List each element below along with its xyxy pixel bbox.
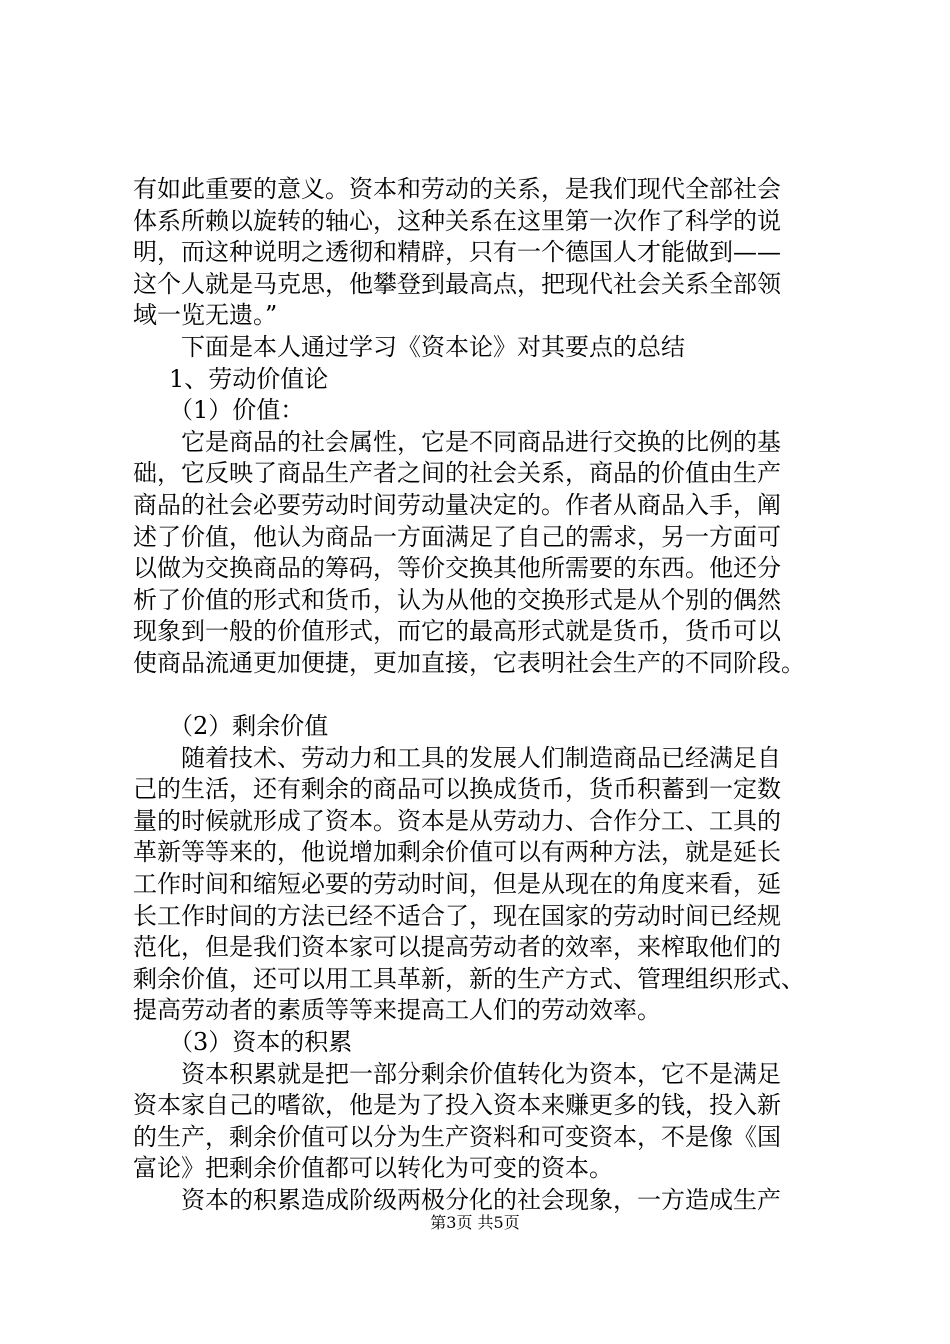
text-line: 述了价值，他认为商品一方面满足了自己的需求，另一方面可 — [133, 522, 781, 551]
subheading-surplus-value — [133, 711, 843, 743]
text-line: 有如此重要的意义。资本和劳动的关系，是我们现代全部社会 — [133, 175, 781, 203]
text-line: 下面是本人通过学习《资本论》对其要点的总结 — [181, 332, 685, 361]
text-line: 长工作时间的方法已经不适合了，现在国家的劳动时间已经规 — [133, 901, 781, 930]
text-line: 工作时间和缩短必要的劳动时间，但是从现在的角度来看，延 — [133, 870, 781, 899]
text-line: 的生产，剩余价值可以分为生产资料和可变资本，不是像《国 — [133, 1122, 781, 1151]
subheading: （1）价值： — [169, 396, 305, 425]
text-line: 商品的社会必要劳动时间劳动量决定的。作者从商品入手，阐 — [133, 490, 781, 519]
text-line: 提高劳动者的素质等等来提高工人们的劳动效率。 — [133, 996, 661, 1025]
text-line: 剩余价值，还可以用工具革新，新的生产方式、管理组织形式、 — [133, 964, 805, 993]
text-line: 础，它反映了商品生产者之间的社会关系，商品的价值由生产 — [133, 459, 781, 488]
text-line: 析了价值的形式和货币，认为从他的交换形式是从个别的偶然 — [133, 585, 781, 614]
text-line: 范化，但是我们资本家可以提高劳动者的效率，来榨取他们的 — [133, 933, 781, 962]
text-line: 己的生活，还有剩余的商品可以换成货币，货币积蓄到一定数 — [133, 775, 781, 804]
subheading: （2）剩余价值 — [169, 712, 329, 741]
text-line: 明，而这种说明之透彻和精辟，只有一个德国人才能做到—— — [133, 238, 781, 267]
text-line: 随着技术、劳动力和工具的发展人们制造商品已经满足自 — [181, 743, 781, 772]
text-line: 量的时候就形成了资本。资本是从劳动力、合作分工、工具的 — [133, 806, 781, 835]
paragraph-surplus-value — [133, 743, 843, 1027]
blank-line — [133, 680, 843, 712]
page-number-footer: 第3页 共5页 — [430, 1213, 520, 1232]
paragraph-polarization — [133, 1185, 843, 1217]
section-heading-labor-value — [133, 364, 843, 396]
paragraph-capital-accumulation — [133, 1059, 843, 1185]
text-line: 现象到一般的价值形式，而它的最高形式就是货币，货币可以 — [133, 617, 781, 646]
text-line: 域一览无遗。” — [133, 301, 278, 330]
text-line: 革新等等来的，他说增加剩余价值可以有两种方法，就是延长 — [133, 838, 781, 867]
text-line: 富论》把剩余价值都可以转化为可变的资本。 — [133, 1154, 613, 1183]
text-line: 以做为交换商品的筹码，等价交换其他所需要的东西。他还分 — [133, 554, 781, 583]
subheading-capital-accumulation — [133, 1027, 843, 1059]
text-line: 这个人就是马克思，他攀登到最高点，把现代社会关系全部领 — [133, 269, 781, 298]
subheading: （3）资本的积累 — [169, 1028, 353, 1057]
paragraph-summary-intro — [133, 332, 843, 364]
section-heading: 1、劳动价值论 — [169, 364, 329, 393]
subheading-value — [133, 395, 843, 427]
text-line: 体系所赖以旋转的轴心，这种关系在这里第一次作了科学的说 — [133, 206, 781, 235]
text-line: 使商品流通更加便捷，更加直接，它表明社会生产的不同阶段。 — [133, 648, 805, 677]
text-line: 资本的积累造成阶级两极分化的社会现象，一方造成生产 — [181, 1186, 781, 1214]
text-line: 资本家自己的嗜欲，他是为了投入资本来赚更多的钱，投入新 — [133, 1091, 781, 1120]
text-line: 资本积累就是把一部分剩余价值转化为资本，它不是满足 — [181, 1059, 781, 1088]
document-body — [133, 174, 843, 1217]
text-line: 它是商品的社会属性，它是不同商品进行交换的比例的基 — [181, 427, 781, 456]
paragraph-value — [133, 427, 843, 680]
paragraph-quote-end — [133, 174, 843, 332]
